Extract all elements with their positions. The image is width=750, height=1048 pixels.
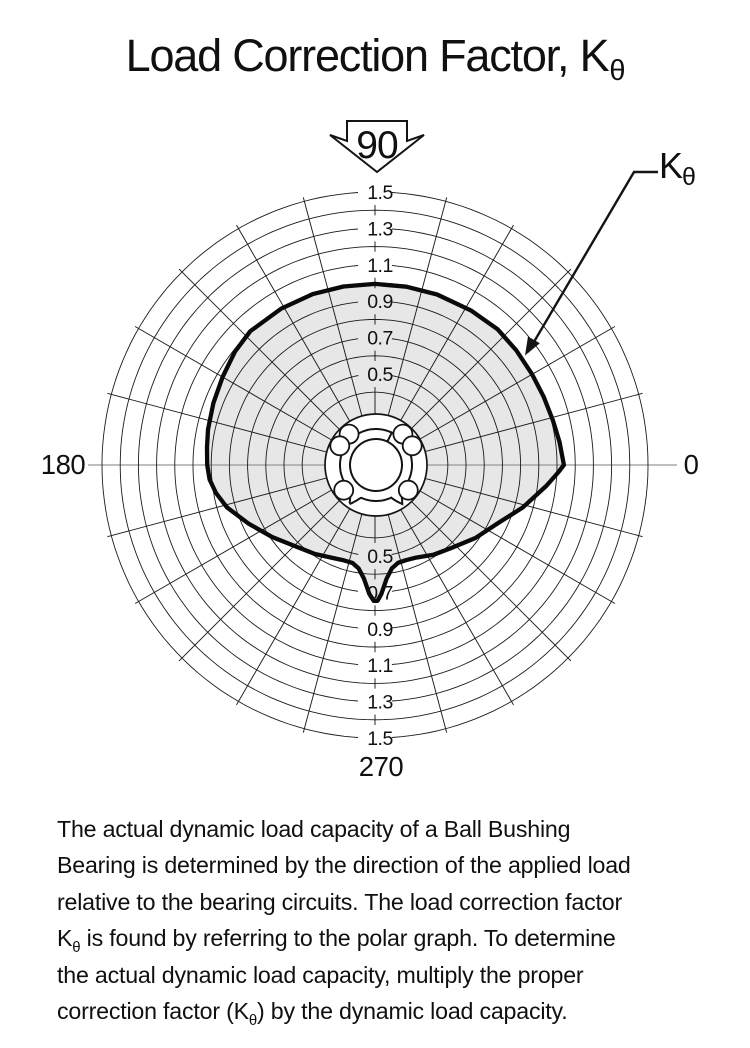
paragraph-line: $K_\theta$ is found by referring to the polar graph. To determine <box>57 925 616 957</box>
k-theta-callout-label <box>659 145 695 191</box>
radial-tick-label: 1.1 <box>367 655 393 678</box>
radial-tick-label: 0.5 <box>367 546 393 568</box>
angle-label-180: 180 <box>40 449 86 480</box>
k-theta-callout-subscript: θ <box>682 163 695 191</box>
angle-label-0: 0 <box>683 449 699 480</box>
bearing-ball <box>334 481 353 500</box>
radial-tick-label: 0.5 <box>367 364 393 386</box>
page-title-subscript: θ <box>609 55 625 87</box>
k-theta-leader-arrowhead <box>525 337 540 356</box>
bearing-ball <box>330 436 349 455</box>
angle-label-90: 90 <box>356 124 398 167</box>
bearing-ball <box>399 481 418 500</box>
radial-tick-label: 0.9 <box>367 291 393 314</box>
k-theta-leader-line <box>528 172 658 352</box>
paragraph-line: The actual dynamic load capacity of a Ball Bushing <box>57 816 571 842</box>
angle-label-270: 270 <box>358 751 404 782</box>
paragraph-line: correction factor $(K_\theta)$ by the dynamic load capacity. <box>57 998 568 1030</box>
radial-tick-label: 1.5 <box>367 182 393 204</box>
radial-tick-label: 0.9 <box>367 618 393 641</box>
caption-paragraph <box>57 811 631 1029</box>
paragraph-line: Bearing is determined by the direction of the applied load <box>57 852 631 879</box>
bearing-ball <box>403 436 422 455</box>
radial-tick-label: 1.5 <box>367 728 393 750</box>
radial-tick-label: 1.3 <box>367 218 393 241</box>
k-theta-callout-main: K <box>659 145 683 186</box>
radial-tick-label: 0.7 <box>367 582 393 605</box>
page-title-text: Load Correction Factor, K <box>125 30 609 81</box>
radial-tick-label: 1.3 <box>367 691 393 714</box>
page-title <box>0 30 750 88</box>
radial-tick-label: 0.7 <box>367 327 393 350</box>
radial-tick-label: 1.1 <box>367 254 393 277</box>
paragraph-line: relative to the bearing circuits. The load correction factor <box>57 888 622 915</box>
paragraph-line: the actual dynamic load capacity, multiply the proper <box>57 961 584 988</box>
bearing-illustration <box>325 414 427 516</box>
